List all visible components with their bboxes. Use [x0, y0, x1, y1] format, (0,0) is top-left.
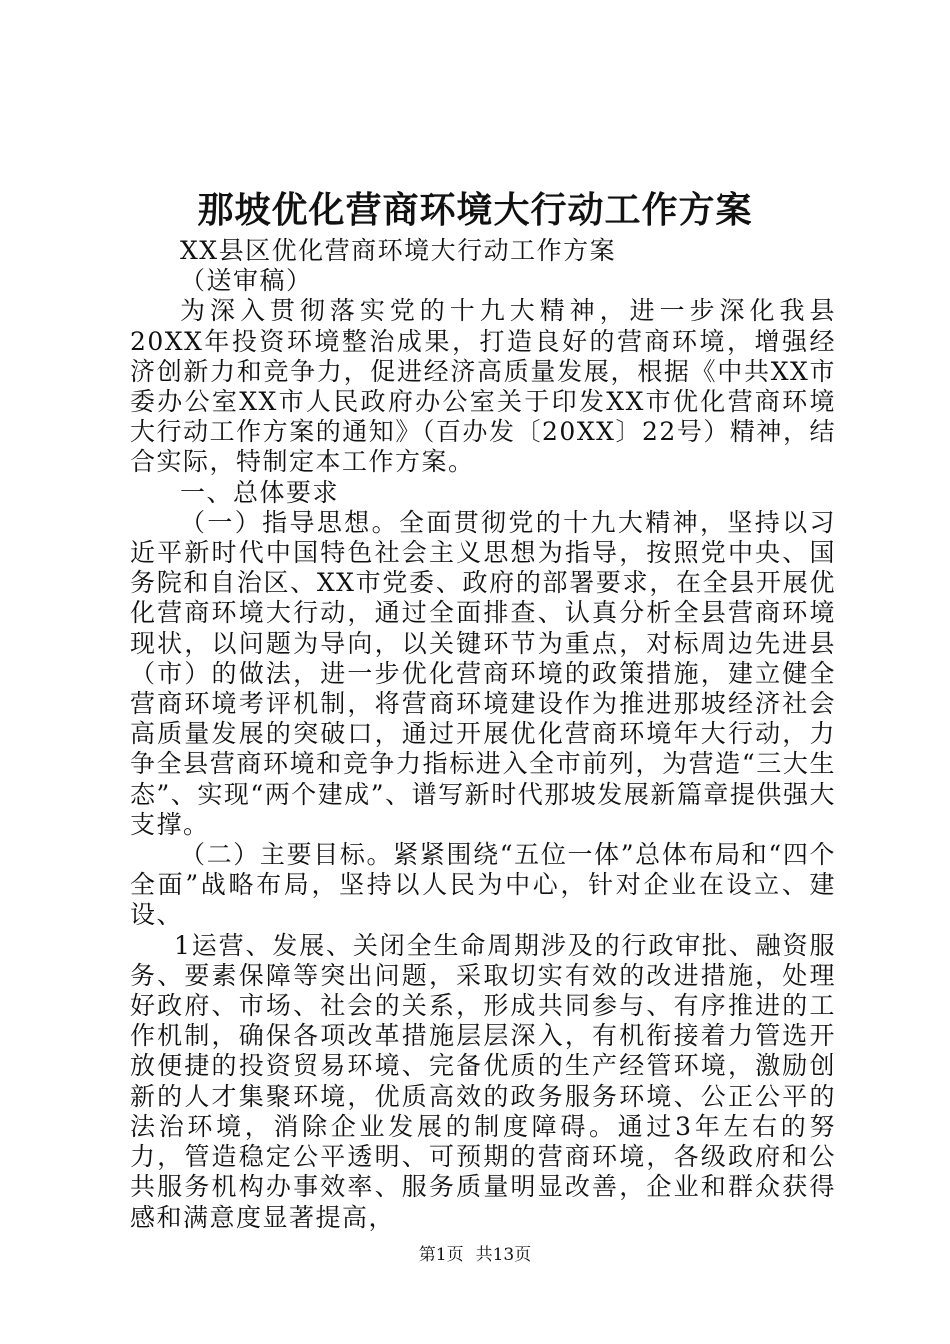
- guiding-thought-paragraph: （一）指导思想。全面贯彻党的十九大精神，坚持以习近平新时代中国特色社会主义思想为指导，按照党中央、国务院和自治区、XX市党委、政府的部署要求，在全县开展优化营商环境大行动，通过全面排查、认真分析全县营商环境现状，以问题为导向，以关键环节为重点，对标周边先进县（市）的做法，进一步优化营商环境的政策措施，建立健全营商环境考评机制，将营商环境建设作为推进那坡经济社会高质量发展的突破口，通过开展优化营商环境年大行动，力争全县营商环境和竞争力指标进入全市前列，为营造“三大生态”、实现“两个建成”、谱写新时代那坡发展新篇章提供强大支撑。: [130, 507, 836, 839]
- continuation-paragraph: 1运营、发展、关闭全生命周期涉及的行政审批、融资服务、要素保障等突出问题，采取切实有效的改进措施，处理好政府、市场、社会的关系，形成共同参与、有序推进的工作机制，确保各项改革措施层层深入，有机衔接着力管选开放便捷的投资贸易环境、完备优质的生产经管环境，激励创新的人才集聚环境，优质高效的政务服务环境、公正公平的法治环境，消除企业发展的制度障碍。通过3年左右的努力，管造稳定公平透明、可预期的营商环境，各级政府和公共服务机构办事效率、服务质量明显改善，企业和群众获得感和满意度显著提高，: [130, 930, 836, 1232]
- page-total: 共13页: [475, 1245, 532, 1265]
- document-title: 那坡优化营商环境大行动工作方案: [197, 189, 753, 231]
- page-footer: [0, 1243, 950, 1267]
- page-number: 第1页: [418, 1245, 464, 1265]
- document-body: [130, 236, 836, 1233]
- draft-note: （送审稿）: [180, 266, 313, 296]
- subtitle-line: XX县区优化营商环境大行动工作方案: [180, 236, 617, 265]
- section-heading: 一、总体要求: [180, 477, 340, 507]
- main-goal-paragraph: （二）主要目标。紧紧围绕“五位一体”总体布局和“四个全面”战略布局，坚持以人民为中心，针对企业在设立、建设、: [130, 840, 836, 930]
- intro-paragraph: 为深入贯彻落实党的十九大精神，进一步深化我县20XX年投资环境整治成果，打造良好的营商环境，增强经济创新力和竞争力，促进经济高质量发展，根据《中共XX市委办公室XX市人民政府办公室关于印发XX市优化营商环境大行动工作方案的通知》（百办发〔20XX〕22号）精神，结合实际，特制定本工作方案。: [130, 296, 836, 477]
